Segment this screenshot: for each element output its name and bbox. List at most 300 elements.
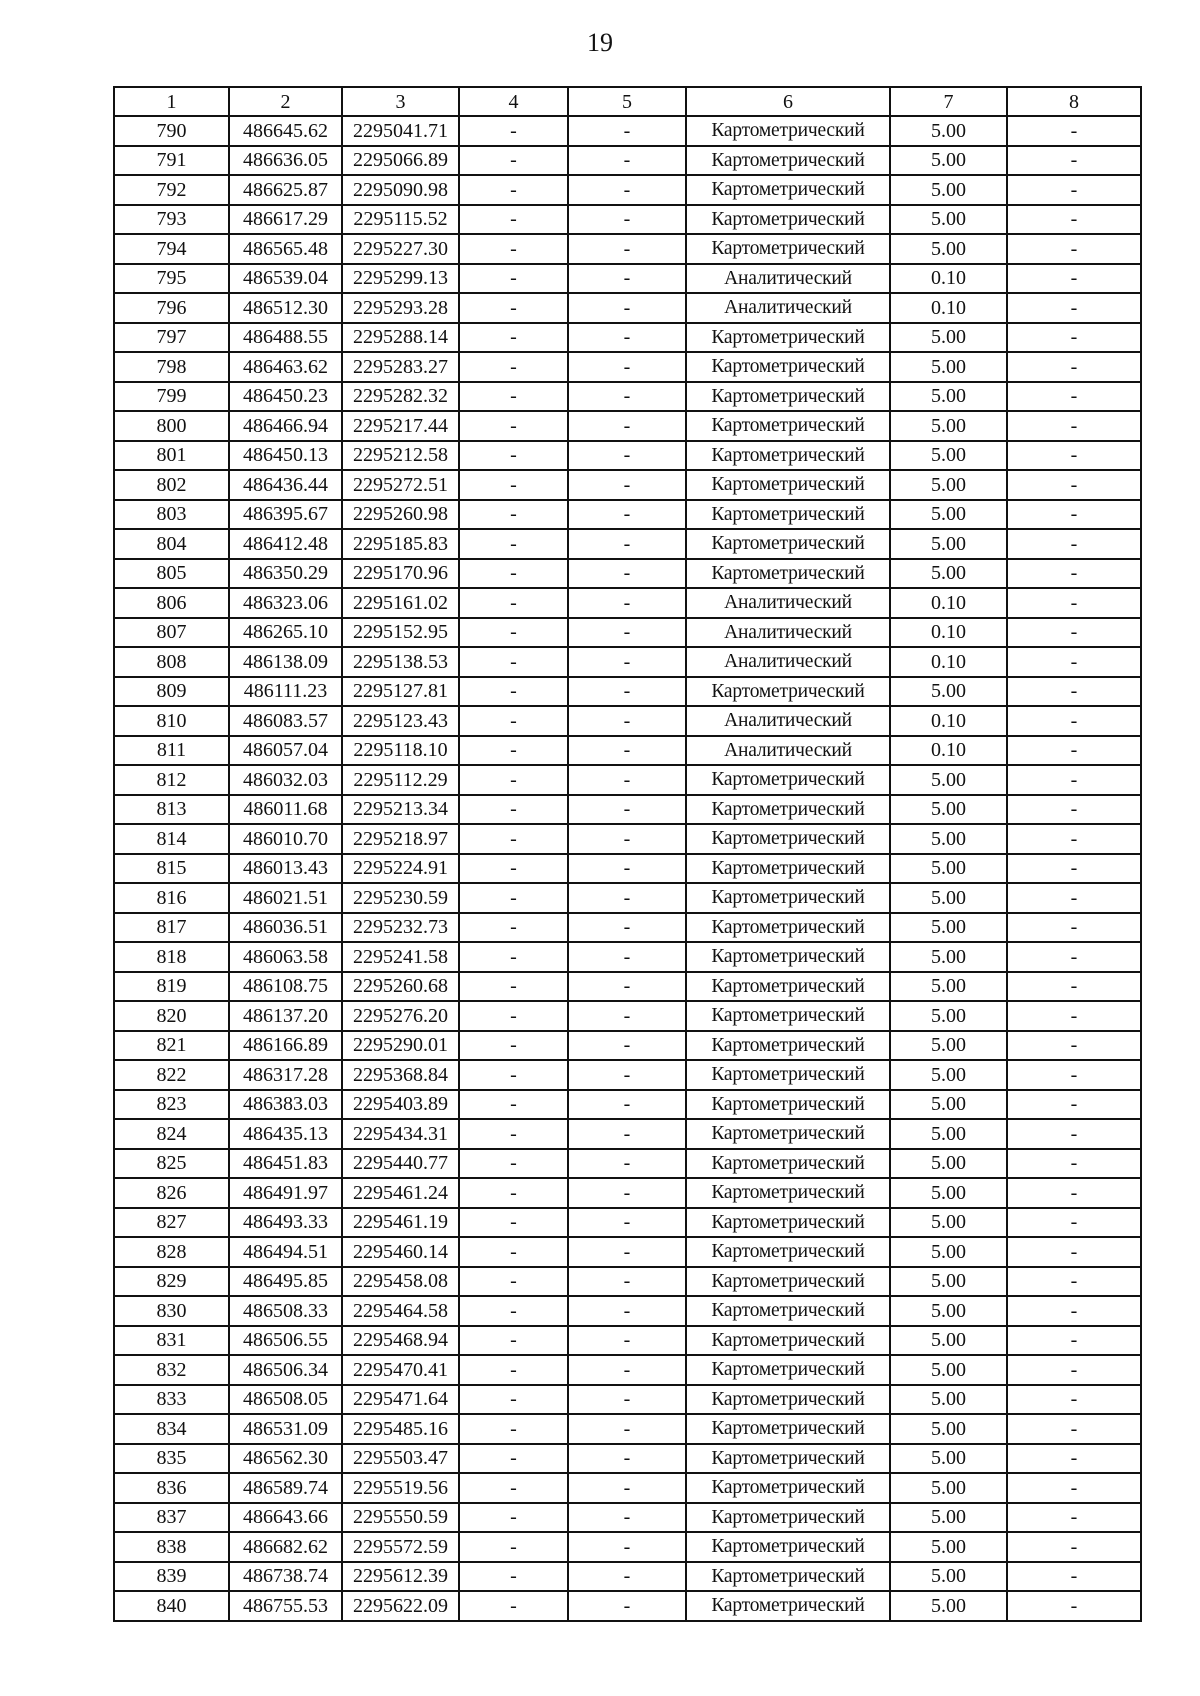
table-row [114, 264, 1141, 294]
table-header-row [114, 87, 1141, 116]
table-row [114, 942, 1141, 972]
point-number-cell: 817 [114, 913, 229, 943]
y-coordinate-cell: 2295218.97 [342, 824, 459, 854]
precision-cell: 0.10 [890, 293, 1007, 323]
x-coordinate-cell: 486011.68 [229, 795, 342, 825]
column-5-cell: - [568, 854, 686, 884]
column-4-cell: - [459, 942, 568, 972]
point-number-cell: 818 [114, 942, 229, 972]
y-coordinate-cell: 2295458.08 [342, 1267, 459, 1297]
y-coordinate-cell: 2295213.34 [342, 795, 459, 825]
column-8-cell: - [1007, 146, 1141, 176]
x-coordinate-cell: 486010.70 [229, 824, 342, 854]
point-number-cell: 810 [114, 706, 229, 736]
column-header: 8 [1007, 87, 1141, 116]
method-cell: Аналитический [686, 736, 890, 766]
column-8-cell: - [1007, 1178, 1141, 1208]
method-cell: Картометрический [686, 883, 890, 913]
column-4-cell: - [459, 175, 568, 205]
table-row [114, 352, 1141, 382]
x-coordinate-cell: 486036.51 [229, 913, 342, 943]
precision-cell: 5.00 [890, 1562, 1007, 1592]
precision-cell: 5.00 [890, 352, 1007, 382]
column-header: 3 [342, 87, 459, 116]
table-row [114, 1503, 1141, 1533]
column-header: 4 [459, 87, 568, 116]
precision-cell: 5.00 [890, 1385, 1007, 1415]
column-8-cell: - [1007, 824, 1141, 854]
column-5-cell: - [568, 647, 686, 677]
y-coordinate-cell: 2295282.32 [342, 382, 459, 412]
y-coordinate-cell: 2295241.58 [342, 942, 459, 972]
column-5-cell: - [568, 234, 686, 264]
x-coordinate-cell: 486108.75 [229, 972, 342, 1002]
x-coordinate-cell: 486531.09 [229, 1414, 342, 1444]
x-coordinate-cell: 486436.44 [229, 470, 342, 500]
table-row [114, 1149, 1141, 1179]
method-cell: Картометрический [686, 175, 890, 205]
column-5-cell: - [568, 1414, 686, 1444]
column-header: 6 [686, 87, 890, 116]
column-8-cell: - [1007, 441, 1141, 471]
x-coordinate-cell: 486450.13 [229, 441, 342, 471]
precision-cell: 5.00 [890, 942, 1007, 972]
column-5-cell: - [568, 1532, 686, 1562]
precision-cell: 5.00 [890, 146, 1007, 176]
method-cell: Картометрический [686, 529, 890, 559]
point-number-cell: 805 [114, 559, 229, 589]
column-5-cell: - [568, 1503, 686, 1533]
column-5-cell: - [568, 765, 686, 795]
table-row [114, 1001, 1141, 1031]
column-8-cell: - [1007, 1296, 1141, 1326]
y-coordinate-cell: 2295461.24 [342, 1178, 459, 1208]
column-5-cell: - [568, 1001, 686, 1031]
column-4-cell: - [459, 1237, 568, 1267]
column-8-cell: - [1007, 1060, 1141, 1090]
y-coordinate-cell: 2295403.89 [342, 1090, 459, 1120]
point-number-cell: 830 [114, 1296, 229, 1326]
point-number-cell: 808 [114, 647, 229, 677]
point-number-cell: 832 [114, 1355, 229, 1385]
column-4-cell: - [459, 883, 568, 913]
table-row [114, 234, 1141, 264]
x-coordinate-cell: 486636.05 [229, 146, 342, 176]
table-row [114, 1562, 1141, 1592]
point-number-cell: 791 [114, 146, 229, 176]
point-number-cell: 838 [114, 1532, 229, 1562]
method-cell: Картометрический [686, 323, 890, 353]
method-cell: Картометрический [686, 1385, 890, 1415]
column-4-cell: - [459, 559, 568, 589]
column-5-cell: - [568, 1031, 686, 1061]
column-4-cell: - [459, 795, 568, 825]
table-row [114, 854, 1141, 884]
y-coordinate-cell: 2295471.64 [342, 1385, 459, 1415]
x-coordinate-cell: 486565.48 [229, 234, 342, 264]
y-coordinate-cell: 2295230.59 [342, 883, 459, 913]
point-number-cell: 815 [114, 854, 229, 884]
x-coordinate-cell: 486111.23 [229, 677, 342, 707]
coordinates-table [113, 86, 1142, 1622]
table-row [114, 795, 1141, 825]
y-coordinate-cell: 2295612.39 [342, 1562, 459, 1592]
table-row [114, 647, 1141, 677]
column-4-cell: - [459, 647, 568, 677]
precision-cell: 5.00 [890, 382, 1007, 412]
y-coordinate-cell: 2295217.44 [342, 411, 459, 441]
precision-cell: 5.00 [890, 972, 1007, 1002]
method-cell: Картометрический [686, 1237, 890, 1267]
x-coordinate-cell: 486265.10 [229, 618, 342, 648]
precision-cell: 5.00 [890, 323, 1007, 353]
y-coordinate-cell: 2295115.52 [342, 205, 459, 235]
x-coordinate-cell: 486738.74 [229, 1562, 342, 1592]
column-5-cell: - [568, 175, 686, 205]
column-5-cell: - [568, 500, 686, 530]
y-coordinate-cell: 2295170.96 [342, 559, 459, 589]
page-number: 19 [587, 28, 613, 57]
method-cell: Аналитический [686, 647, 890, 677]
column-4-cell: - [459, 1473, 568, 1503]
y-coordinate-cell: 2295434.31 [342, 1119, 459, 1149]
precision-cell: 5.00 [890, 1090, 1007, 1120]
precision-cell: 5.00 [890, 1208, 1007, 1238]
precision-cell: 5.00 [890, 234, 1007, 264]
table-row [114, 1326, 1141, 1356]
method-cell: Картометрический [686, 1473, 890, 1503]
column-4-cell: - [459, 1178, 568, 1208]
column-8-cell: - [1007, 382, 1141, 412]
y-coordinate-cell: 2295461.19 [342, 1208, 459, 1238]
column-8-cell: - [1007, 411, 1141, 441]
precision-cell: 5.00 [890, 883, 1007, 913]
column-5-cell: - [568, 942, 686, 972]
column-4-cell: - [459, 529, 568, 559]
column-8-cell: - [1007, 1031, 1141, 1061]
x-coordinate-cell: 486063.58 [229, 942, 342, 972]
method-cell: Аналитический [686, 293, 890, 323]
column-5-cell: - [568, 323, 686, 353]
precision-cell: 5.00 [890, 1149, 1007, 1179]
x-coordinate-cell: 486412.48 [229, 529, 342, 559]
column-5-cell: - [568, 1591, 686, 1621]
table-row [114, 1119, 1141, 1149]
point-number-cell: 806 [114, 588, 229, 618]
column-8-cell: - [1007, 736, 1141, 766]
column-4-cell: - [459, 1001, 568, 1031]
column-4-cell: - [459, 146, 568, 176]
column-8-cell: - [1007, 706, 1141, 736]
table-row [114, 529, 1141, 559]
precision-cell: 0.10 [890, 588, 1007, 618]
column-8-cell: - [1007, 1001, 1141, 1031]
column-5-cell: - [568, 411, 686, 441]
point-number-cell: 814 [114, 824, 229, 854]
column-4-cell: - [459, 1031, 568, 1061]
point-number-cell: 826 [114, 1178, 229, 1208]
precision-cell: 5.00 [890, 205, 1007, 235]
method-cell: Картометрический [686, 1503, 890, 1533]
column-8-cell: - [1007, 765, 1141, 795]
precision-cell: 0.10 [890, 736, 1007, 766]
y-coordinate-cell: 2295283.27 [342, 352, 459, 382]
point-number-cell: 825 [114, 1149, 229, 1179]
y-coordinate-cell: 2295550.59 [342, 1503, 459, 1533]
point-number-cell: 813 [114, 795, 229, 825]
table-row [114, 411, 1141, 441]
method-cell: Картометрический [686, 205, 890, 235]
column-4-cell: - [459, 1532, 568, 1562]
point-number-cell: 836 [114, 1473, 229, 1503]
table-body [114, 116, 1141, 1621]
column-header: 5 [568, 87, 686, 116]
column-4-cell: - [459, 1326, 568, 1356]
table-row [114, 824, 1141, 854]
column-5-cell: - [568, 205, 686, 235]
column-4-cell: - [459, 382, 568, 412]
column-8-cell: - [1007, 1149, 1141, 1179]
table-row [114, 175, 1141, 205]
column-4-cell: - [459, 205, 568, 235]
method-cell: Картометрический [686, 1591, 890, 1621]
x-coordinate-cell: 486562.30 [229, 1444, 342, 1474]
y-coordinate-cell: 2295276.20 [342, 1001, 459, 1031]
y-coordinate-cell: 2295227.30 [342, 234, 459, 264]
method-cell: Картометрический [686, 1001, 890, 1031]
column-4-cell: - [459, 1267, 568, 1297]
method-cell: Картометрический [686, 470, 890, 500]
y-coordinate-cell: 2295299.13 [342, 264, 459, 294]
table-row [114, 1237, 1141, 1267]
x-coordinate-cell: 486491.97 [229, 1178, 342, 1208]
point-number-cell: 823 [114, 1090, 229, 1120]
method-cell: Аналитический [686, 618, 890, 648]
point-number-cell: 794 [114, 234, 229, 264]
x-coordinate-cell: 486755.53 [229, 1591, 342, 1621]
point-number-cell: 824 [114, 1119, 229, 1149]
column-8-cell: - [1007, 883, 1141, 913]
y-coordinate-cell: 2295123.43 [342, 706, 459, 736]
column-header: 2 [229, 87, 342, 116]
column-4-cell: - [459, 264, 568, 294]
y-coordinate-cell: 2295468.94 [342, 1326, 459, 1356]
method-cell: Картометрический [686, 795, 890, 825]
method-cell: Картометрический [686, 411, 890, 441]
method-cell: Картометрический [686, 1178, 890, 1208]
column-header: 7 [890, 87, 1007, 116]
point-number-cell: 803 [114, 500, 229, 530]
y-coordinate-cell: 2295464.58 [342, 1296, 459, 1326]
precision-cell: 5.00 [890, 1001, 1007, 1031]
column-5-cell: - [568, 146, 686, 176]
method-cell: Картометрический [686, 1532, 890, 1562]
point-number-cell: 816 [114, 883, 229, 913]
method-cell: Аналитический [686, 588, 890, 618]
table-row [114, 323, 1141, 353]
method-cell: Картометрический [686, 1444, 890, 1474]
column-5-cell: - [568, 972, 686, 1002]
x-coordinate-cell: 486493.33 [229, 1208, 342, 1238]
x-coordinate-cell: 486645.62 [229, 116, 342, 146]
column-5-cell: - [568, 1473, 686, 1503]
column-8-cell: - [1007, 175, 1141, 205]
x-coordinate-cell: 486682.62 [229, 1532, 342, 1562]
x-coordinate-cell: 486451.83 [229, 1149, 342, 1179]
method-cell: Картометрический [686, 1119, 890, 1149]
x-coordinate-cell: 486166.89 [229, 1031, 342, 1061]
method-cell: Картометрический [686, 1090, 890, 1120]
method-cell: Картометрический [686, 1208, 890, 1238]
table-row [114, 1591, 1141, 1621]
y-coordinate-cell: 2295138.53 [342, 647, 459, 677]
method-cell: Картометрический [686, 146, 890, 176]
precision-cell: 5.00 [890, 1591, 1007, 1621]
column-4-cell: - [459, 588, 568, 618]
precision-cell: 5.00 [890, 1355, 1007, 1385]
precision-cell: 5.00 [890, 1178, 1007, 1208]
column-8-cell: - [1007, 205, 1141, 235]
x-coordinate-cell: 486435.13 [229, 1119, 342, 1149]
column-8-cell: - [1007, 529, 1141, 559]
table-row [114, 146, 1141, 176]
column-4-cell: - [459, 470, 568, 500]
column-8-cell: - [1007, 352, 1141, 382]
precision-cell: 0.10 [890, 264, 1007, 294]
column-8-cell: - [1007, 588, 1141, 618]
point-number-cell: 793 [114, 205, 229, 235]
column-8-cell: - [1007, 1267, 1141, 1297]
table-row [114, 588, 1141, 618]
column-5-cell: - [568, 1237, 686, 1267]
precision-cell: 0.10 [890, 647, 1007, 677]
table-row [114, 1385, 1141, 1415]
precision-cell: 5.00 [890, 1296, 1007, 1326]
method-cell: Картометрический [686, 942, 890, 972]
point-number-cell: 819 [114, 972, 229, 1002]
x-coordinate-cell: 486323.06 [229, 588, 342, 618]
point-number-cell: 820 [114, 1001, 229, 1031]
precision-cell: 5.00 [890, 1237, 1007, 1267]
x-coordinate-cell: 486013.43 [229, 854, 342, 884]
method-cell: Картометрический [686, 824, 890, 854]
column-8-cell: - [1007, 1473, 1141, 1503]
column-4-cell: - [459, 1562, 568, 1592]
column-8-cell: - [1007, 1532, 1141, 1562]
column-4-cell: - [459, 323, 568, 353]
y-coordinate-cell: 2295503.47 [342, 1444, 459, 1474]
point-number-cell: 822 [114, 1060, 229, 1090]
point-number-cell: 840 [114, 1591, 229, 1621]
table-row [114, 677, 1141, 707]
x-coordinate-cell: 486643.66 [229, 1503, 342, 1533]
point-number-cell: 837 [114, 1503, 229, 1533]
column-5-cell: - [568, 706, 686, 736]
column-5-cell: - [568, 1178, 686, 1208]
precision-cell: 5.00 [890, 1473, 1007, 1503]
column-header: 1 [114, 87, 229, 116]
column-8-cell: - [1007, 1591, 1141, 1621]
precision-cell: 5.00 [890, 1444, 1007, 1474]
x-coordinate-cell: 486021.51 [229, 883, 342, 913]
column-5-cell: - [568, 470, 686, 500]
point-number-cell: 827 [114, 1208, 229, 1238]
column-5-cell: - [568, 1149, 686, 1179]
x-coordinate-cell: 486032.03 [229, 765, 342, 795]
x-coordinate-cell: 486495.85 [229, 1267, 342, 1297]
precision-cell: 5.00 [890, 500, 1007, 530]
column-4-cell: - [459, 913, 568, 943]
column-4-cell: - [459, 1296, 568, 1326]
y-coordinate-cell: 2295519.56 [342, 1473, 459, 1503]
column-4-cell: - [459, 1060, 568, 1090]
table-row [114, 293, 1141, 323]
table-row [114, 1267, 1141, 1297]
column-5-cell: - [568, 264, 686, 294]
column-5-cell: - [568, 116, 686, 146]
column-8-cell: - [1007, 647, 1141, 677]
x-coordinate-cell: 486508.05 [229, 1385, 342, 1415]
column-5-cell: - [568, 1267, 686, 1297]
column-8-cell: - [1007, 234, 1141, 264]
column-5-cell: - [568, 883, 686, 913]
precision-cell: 5.00 [890, 1414, 1007, 1444]
column-5-cell: - [568, 1296, 686, 1326]
method-cell: Картометрический [686, 677, 890, 707]
precision-cell: 5.00 [890, 1503, 1007, 1533]
column-8-cell: - [1007, 1119, 1141, 1149]
column-8-cell: - [1007, 1326, 1141, 1356]
column-4-cell: - [459, 1149, 568, 1179]
x-coordinate-cell: 486488.55 [229, 323, 342, 353]
column-4-cell: - [459, 1503, 568, 1533]
x-coordinate-cell: 486617.29 [229, 205, 342, 235]
column-5-cell: - [568, 1208, 686, 1238]
column-4-cell: - [459, 441, 568, 471]
table-row [114, 618, 1141, 648]
method-cell: Картометрический [686, 116, 890, 146]
column-5-cell: - [568, 824, 686, 854]
point-number-cell: 797 [114, 323, 229, 353]
column-4-cell: - [459, 706, 568, 736]
x-coordinate-cell: 486463.62 [229, 352, 342, 382]
x-coordinate-cell: 486317.28 [229, 1060, 342, 1090]
y-coordinate-cell: 2295440.77 [342, 1149, 459, 1179]
point-number-cell: 802 [114, 470, 229, 500]
y-coordinate-cell: 2295368.84 [342, 1060, 459, 1090]
precision-cell: 5.00 [890, 1532, 1007, 1562]
precision-cell: 5.00 [890, 116, 1007, 146]
point-number-cell: 811 [114, 736, 229, 766]
point-number-cell: 821 [114, 1031, 229, 1061]
column-4-cell: - [459, 234, 568, 264]
x-coordinate-cell: 486494.51 [229, 1237, 342, 1267]
column-4-cell: - [459, 1090, 568, 1120]
precision-cell: 5.00 [890, 175, 1007, 205]
x-coordinate-cell: 486589.74 [229, 1473, 342, 1503]
y-coordinate-cell: 2295485.16 [342, 1414, 459, 1444]
method-cell: Картометрический [686, 1060, 890, 1090]
column-5-cell: - [568, 1060, 686, 1090]
point-number-cell: 790 [114, 116, 229, 146]
column-5-cell: - [568, 352, 686, 382]
table-row [114, 470, 1141, 500]
method-cell: Картометрический [686, 972, 890, 1002]
column-8-cell: - [1007, 1503, 1141, 1533]
column-5-cell: - [568, 1119, 686, 1149]
table-row [114, 883, 1141, 913]
y-coordinate-cell: 2295152.95 [342, 618, 459, 648]
